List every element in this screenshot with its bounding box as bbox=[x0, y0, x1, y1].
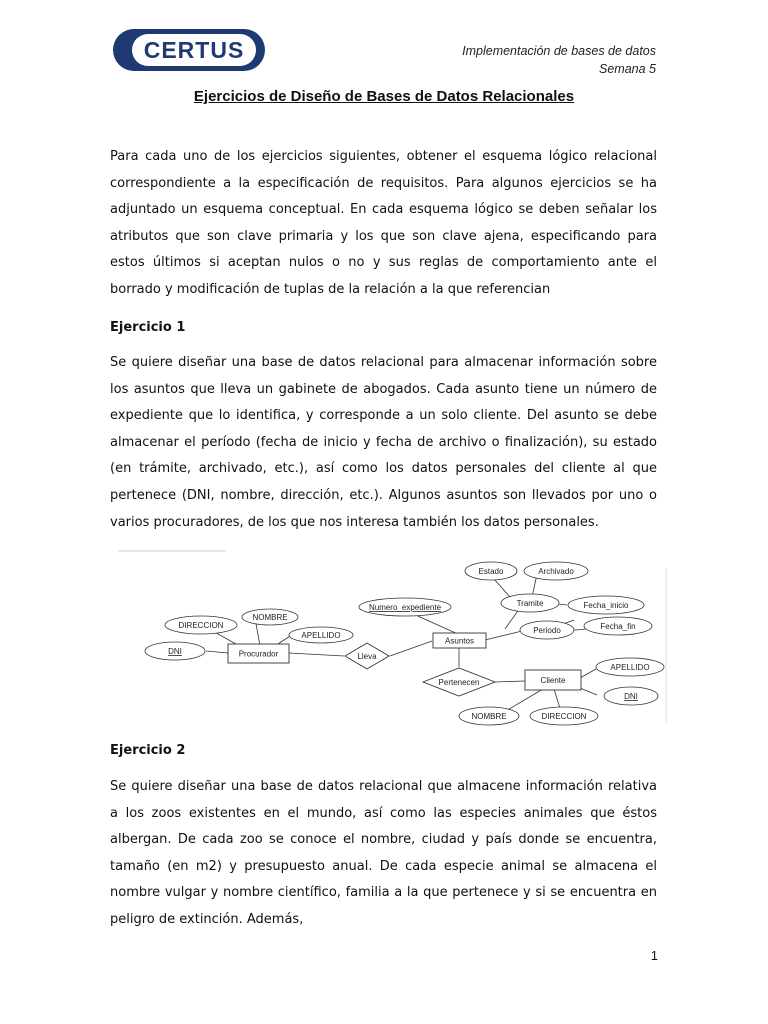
page-number: 1 bbox=[650, 948, 658, 963]
exercise-1-text: Se quiere diseñar una base de datos relacional para almacenar información sobre los asuntos que lleva un gabinete de abogados. Cada asunto tiene un número de expediente que lo identifica, y corresponde a un solo cliente. Del asunto se debe almacenar el período (fecha de inicio y fecha de archivo o finalización), su estado (en trámite, archivado, etc.), así como los datos personales del cliente al que pertenece (DNI, nombre, dirección, etc.). Algunos asuntos son llevados por uno o varios procuradores, de los que nos interesa también los datos personales. bbox=[110, 355, 657, 530]
er-diagram bbox=[110, 548, 670, 726]
attribute-label: APELLIDO bbox=[301, 631, 341, 640]
attribute-label: Archivado bbox=[538, 567, 574, 576]
attribute-label: Tramite bbox=[516, 599, 544, 608]
attribute-label: DNI bbox=[624, 692, 638, 701]
certus-logo bbox=[112, 28, 266, 72]
intro-paragraph: Para cada uno de los ejercicios siguientes, obtener el esquema lógico relacional correspondiente a la especificación de requisitos. Para algunos ejercicios se ha adjuntado un esquema conceptual. En cada esquema lógico se deben señalar los atributos que son clave primaria y los que son clave ajena, especificando para estos últimos si aceptan nulos o no y sus reglas de comportamiento ante el borrado y modificación de tuplas de la relación a la que referencian bbox=[110, 149, 657, 297]
entity-label: Asuntos bbox=[445, 636, 474, 646]
attribute-label: Fecha_fin bbox=[600, 622, 636, 631]
attribute-label: DIRECCION bbox=[178, 621, 224, 630]
entity-procurador bbox=[228, 644, 289, 663]
attribute-label: DIRECCION bbox=[541, 712, 587, 721]
attribute-label: Fecha_inicio bbox=[583, 601, 629, 610]
week-label: Semana 5 bbox=[599, 62, 656, 76]
relationship-lleva bbox=[345, 643, 389, 669]
relationship-label: Pertenecen bbox=[438, 678, 480, 687]
attribute-label: DNI bbox=[168, 647, 182, 656]
relationship-pertenecen bbox=[423, 668, 495, 696]
entity-asuntos bbox=[433, 633, 486, 648]
page-title: Ejercicios de Diseño de Bases de Datos Relacionales bbox=[193, 88, 575, 105]
entity-label: Procurador bbox=[238, 649, 279, 659]
relationship-label: Lleva bbox=[357, 652, 377, 661]
exercise-2-text: Se quiere diseñar una base de datos relacional que almacene información relativa a los zoos existentes en el mundo, así como las especies animales que éstos albergan. De cada zoo se conoce el nombre, ciudad y país donde se encuentra, tamaño (en m2) y presupuesto anual. De cada especie animal se almacena el nombre vulgar y nombre científico, familia a la que pertenece y si se encuentra en peligro de extinción. Además, bbox=[110, 779, 657, 927]
course-name: Implementación de bases de datos bbox=[462, 44, 656, 58]
exercise-1-heading: Ejercicio 1 bbox=[110, 320, 186, 335]
attribute-label: NOMBRE bbox=[252, 613, 288, 622]
exercise-2-heading: Ejercicio 2 bbox=[110, 743, 186, 758]
attribute-label: Numero_expediente bbox=[368, 603, 442, 612]
attribute-label: Periodo bbox=[533, 626, 561, 635]
entity-label: Cliente bbox=[540, 676, 566, 685]
attribute-label: APELLIDO bbox=[610, 663, 650, 672]
attribute-label: NOMBRE bbox=[471, 712, 507, 721]
attribute-label: Estado bbox=[478, 567, 504, 576]
logo-text: CERTUS bbox=[143, 37, 245, 63]
document-header bbox=[462, 42, 656, 78]
entity-cliente bbox=[525, 670, 581, 690]
